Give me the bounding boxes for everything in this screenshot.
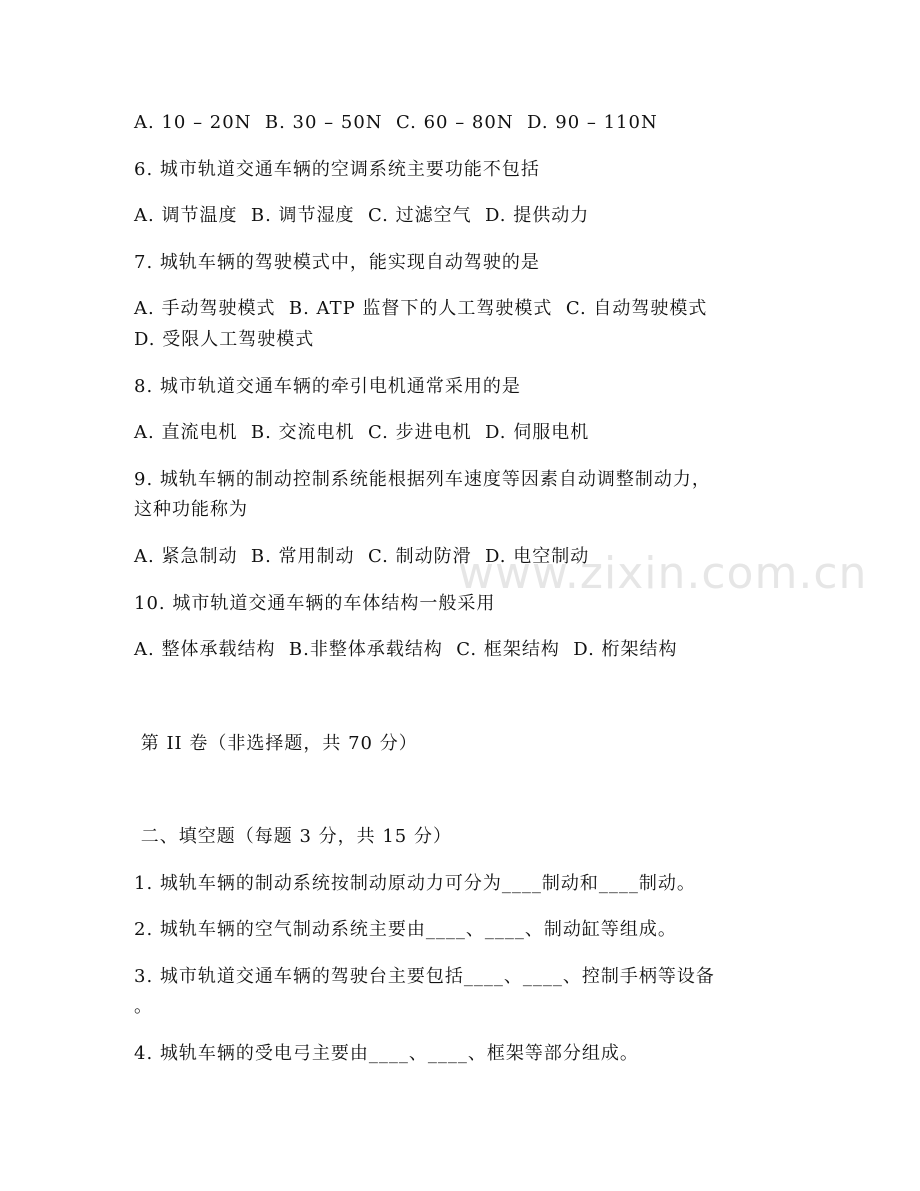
fill-question-2: 2. 城轨车辆的空气制动系统主要由____、____、制动缸等组成。 [134, 919, 677, 940]
options-q5: A. 10 – 20N B. 30 – 50N C. 60 – 80N D. 90 – 110N [134, 112, 658, 133]
options-q10: A. 整体承载结构 B.非整体承载结构 C. 框架结构 D. 桁架结构 [134, 639, 678, 660]
question-7: 7. 城轨车辆的驾驶模式中，能实现自动驾驶的是 [134, 252, 540, 273]
fill-question-3-line2: 。 [134, 996, 153, 1017]
section-heading-fill-blank: 二、填空题（每题 3 分，共 15 分） [134, 826, 452, 847]
options-q7-line2: D. 受限人工驾驶模式 [134, 329, 315, 350]
fill-question-4: 4. 城轨车辆的受电弓主要由____、____、框架等部分组成。 [134, 1043, 639, 1064]
options-q7-line1: A. 手动驾驶模式 B. ATP 监督下的人工驾驶模式 C. 自动驾驶模式 [134, 298, 708, 319]
question-9-line1: 9. 城轨车辆的制动控制系统能根据列车速度等因素自动调整制动力， [134, 469, 711, 490]
fill-question-1: 1. 城轨车辆的制动系统按制动原动力可分为____制动和____制动。 [134, 873, 696, 894]
question-10: 10. 城市轨道交通车辆的车体结构一般采用 [134, 593, 496, 614]
section-heading-volume-2: 第 II 卷（非选择题，共 70 分） [134, 733, 418, 754]
question-8: 8. 城市轨道交通车辆的牵引电机通常采用的是 [134, 376, 521, 397]
question-6: 6. 城市轨道交通车辆的空调系统主要功能不包括 [134, 159, 540, 180]
options-q6: A. 调节温度 B. 调节湿度 C. 过滤空气 D. 提供动力 [134, 205, 590, 226]
options-q8: A. 直流电机 B. 交流电机 C. 步进电机 D. 伺服电机 [134, 422, 590, 443]
watermark: www.zixin.com.cn [458, 548, 868, 599]
fill-question-3-line1: 3. 城市轨道交通车辆的驾驶台主要包括____、____、控制手柄等设备 [134, 966, 715, 987]
question-9-line2: 这种功能称为 [134, 499, 248, 520]
options-q9: A. 紧急制动 B. 常用制动 C. 制动防滑 D. 电空制动 [134, 546, 590, 567]
